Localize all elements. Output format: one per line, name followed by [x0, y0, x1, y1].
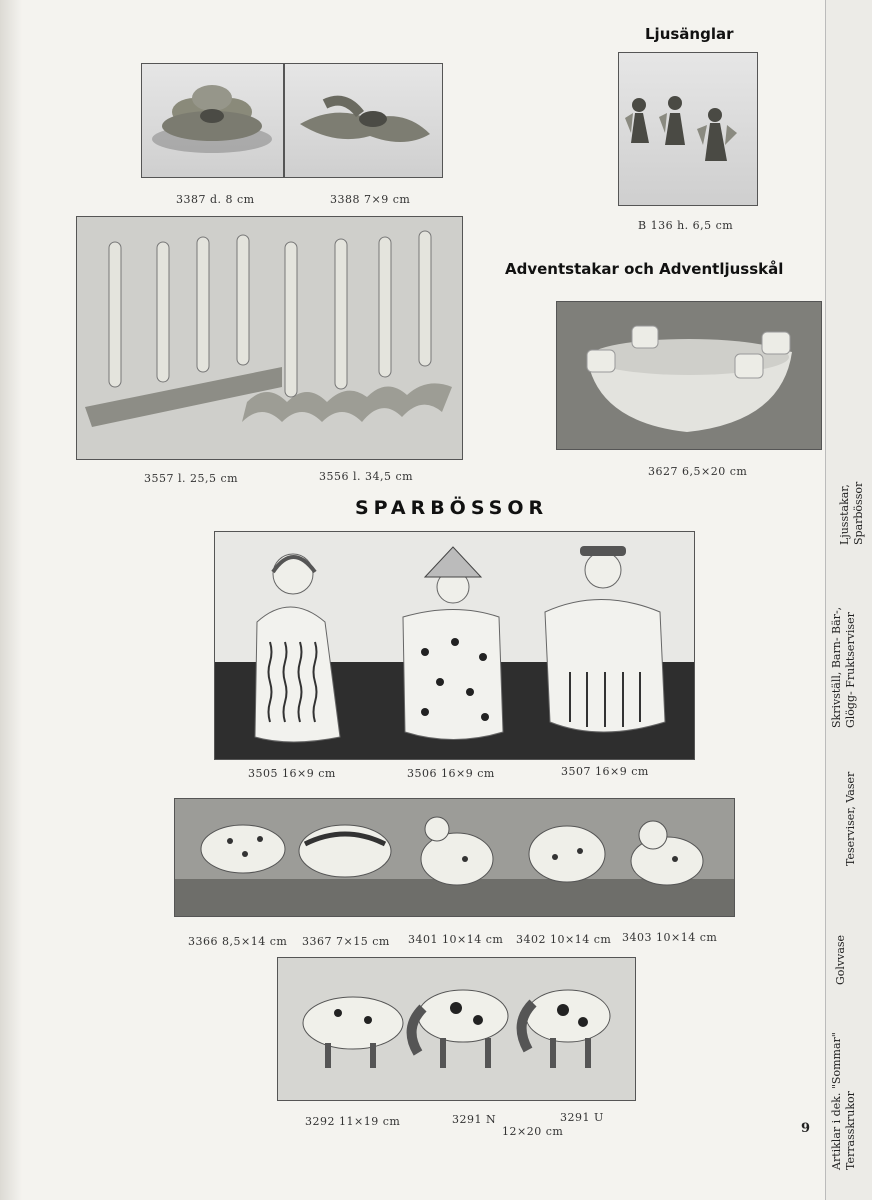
photo-3366-3403-animal-money-boxes — [174, 798, 735, 917]
caption-3291-size: 12×20 cm — [502, 1125, 564, 1138]
page-left-edge — [0, 0, 22, 1200]
heading-sparbossor: SPARBÖSSOR — [355, 497, 549, 519]
caption-3387: 3387 d. 8 cm — [176, 193, 255, 206]
caption-3506: 3506 16×9 cm — [407, 767, 495, 780]
photo-3557-3556-advent-candlesticks — [76, 216, 463, 460]
tab-ljusstakar-line2[interactable]: Sparbössor — [852, 481, 865, 545]
tab-skrivstall-line1[interactable]: Skrivställ, Barn- Bär-, — [830, 606, 843, 728]
caption-3557: 3557 l. 25,5 cm — [144, 472, 239, 485]
tab-ljusstakar-line1[interactable]: Ljusstakar, — [838, 484, 851, 545]
heading-ljusanglar: Ljusänglar — [645, 25, 734, 43]
caption-3367: 3367 7×15 cm — [302, 935, 390, 948]
tab-golvvase[interactable]: Golvvase — [834, 934, 847, 985]
heading-adventstakar: Adventstakar och Adventljusskål — [505, 260, 784, 278]
caption-b136: B 136 h. 6,5 cm — [638, 219, 734, 232]
photo-3387-candleholder — [141, 63, 284, 178]
caption-3291n: 3291 N — [452, 1113, 497, 1126]
tab-skrivstall-line2[interactable]: Glögg- Fruktserviser — [844, 612, 857, 728]
photo-3292-3291-money-boxes — [277, 957, 636, 1101]
caption-3403: 3403 10×14 cm — [622, 931, 718, 944]
caption-3366: 3366 8,5×14 cm — [188, 935, 288, 948]
index-tabs — [825, 0, 872, 1200]
caption-3401: 3401 10×14 cm — [408, 933, 504, 946]
caption-3292: 3292 11×19 cm — [305, 1115, 401, 1128]
caption-3291u: 3291 U — [560, 1111, 604, 1124]
caption-3388: 3388 7×9 cm — [330, 193, 411, 206]
tab-teserviser[interactable]: Teserviser, Vaser — [844, 771, 857, 866]
tab-artiklar-line1[interactable]: Artiklar i dek. "Sommar" — [830, 1032, 843, 1170]
caption-3505: 3505 16×9 cm — [248, 767, 336, 780]
caption-3507: 3507 16×9 cm — [561, 765, 649, 778]
caption-3402: 3402 10×14 cm — [516, 933, 612, 946]
photo-3505-3507-money-boxes — [214, 531, 695, 760]
photo-3388-candleholder — [284, 63, 443, 178]
caption-3627: 3627 6,5×20 cm — [648, 465, 748, 478]
caption-3556: 3556 l. 34,5 cm — [319, 470, 414, 483]
photo-b136-angels — [618, 52, 758, 206]
photo-3627-advent-bowl — [556, 301, 822, 450]
tab-artiklar-line2[interactable]: Terrasskrukor — [844, 1091, 857, 1170]
page-number: 9 — [801, 1121, 811, 1136]
